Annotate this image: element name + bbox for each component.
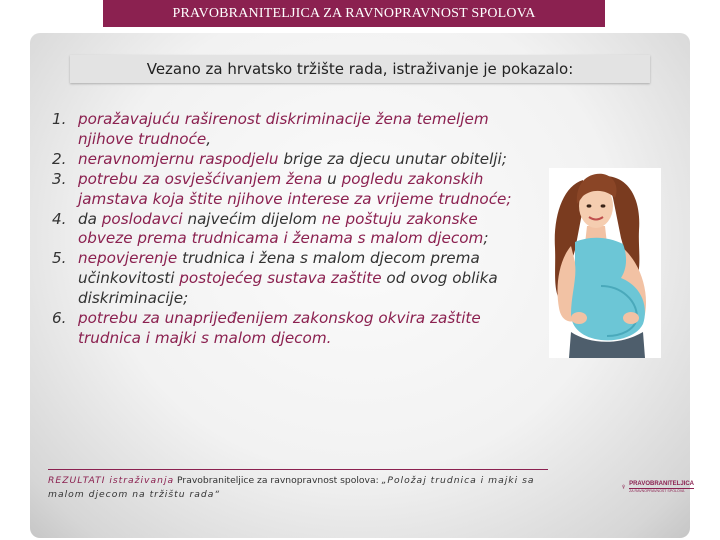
footnote-label: REZULTATI istraživanja <box>48 475 175 486</box>
finding-text: nepovjerenje <box>78 249 183 268</box>
finding-text: u <box>327 169 337 188</box>
finding-number: 5. <box>52 249 67 268</box>
intro-text: Vezano za hrvatsko tržište rada, istraživanje je pokazalo: <box>146 60 574 78</box>
findings-list <box>52 110 522 349</box>
finding-item-1 <box>52 110 522 150</box>
finding-text: neravnomjernu raspodjelu <box>78 149 284 168</box>
illustration-frame <box>549 168 661 358</box>
page-header-banner <box>103 0 605 27</box>
finding-text: postojećeg sustava zaštite <box>179 269 382 288</box>
finding-item-5 <box>52 249 522 309</box>
finding-text: najvećim dijelom <box>182 209 322 228</box>
finding-text: potrebu za osvješćivanjem žena <box>78 169 328 188</box>
finding-number: 1. <box>52 110 67 128</box>
source-footnote <box>48 469 548 502</box>
finding-number: 3. <box>52 169 67 188</box>
footnote-title: „Položaj trudnica i majki sa malom djecom na tržištu rada“ <box>48 475 535 500</box>
finding-item-4 <box>52 210 522 250</box>
logo-title: PRAVOBRANITELJICA <box>629 480 694 487</box>
finding-text: zakonske obveze prema trudnicama i ženama s malom djecom <box>78 209 484 248</box>
finding-text: ne poštuju <box>321 209 402 228</box>
header-title: PRAVOBRANITELJICA ZA RAVNOPRAVNOST SPOLOVA <box>172 5 536 21</box>
ombudsperson-logo <box>622 474 694 500</box>
finding-text: ; <box>483 229 489 248</box>
finding-number: 6. <box>52 309 67 328</box>
finding-text: brige za djecu unutar obitelji; <box>283 149 507 168</box>
footnote-source: Pravobraniteljice za ravnopravnost spolova: <box>174 475 382 486</box>
finding-text: , <box>206 129 212 148</box>
finding-text: potrebu za unaprijeđenijem zakonskog okvira zaštite trudnica i majki s malom djecom. <box>78 309 481 347</box>
finding-text: od ovog oblika diskriminacije; <box>78 269 498 308</box>
finding-text: trudnica i žena s malom djecom prema učinkovitosti <box>78 249 480 288</box>
finding-number: 2. <box>52 149 67 168</box>
finding-text: poražavajuću raširenost diskriminacije žena temeljem njihove trudnoće <box>78 110 489 148</box>
gender-symbol-logo-icon <box>622 476 625 498</box>
intro-box <box>70 55 650 83</box>
finding-item-2 <box>52 150 522 170</box>
finding-text: pogledu zakonskih jamstava koja štite njihove interese za vrijeme trudnoće; <box>78 169 512 208</box>
finding-item-3 <box>52 170 522 210</box>
finding-item-6 <box>52 309 522 349</box>
finding-text: da <box>78 209 102 228</box>
logo-subtitle: ZA RAVNOPRAVNOST SPOLOVA <box>629 488 694 494</box>
pregnant-woman-illustration <box>549 168 661 358</box>
finding-number: 4. <box>52 209 67 228</box>
finding-text: poslodavci <box>101 209 183 228</box>
